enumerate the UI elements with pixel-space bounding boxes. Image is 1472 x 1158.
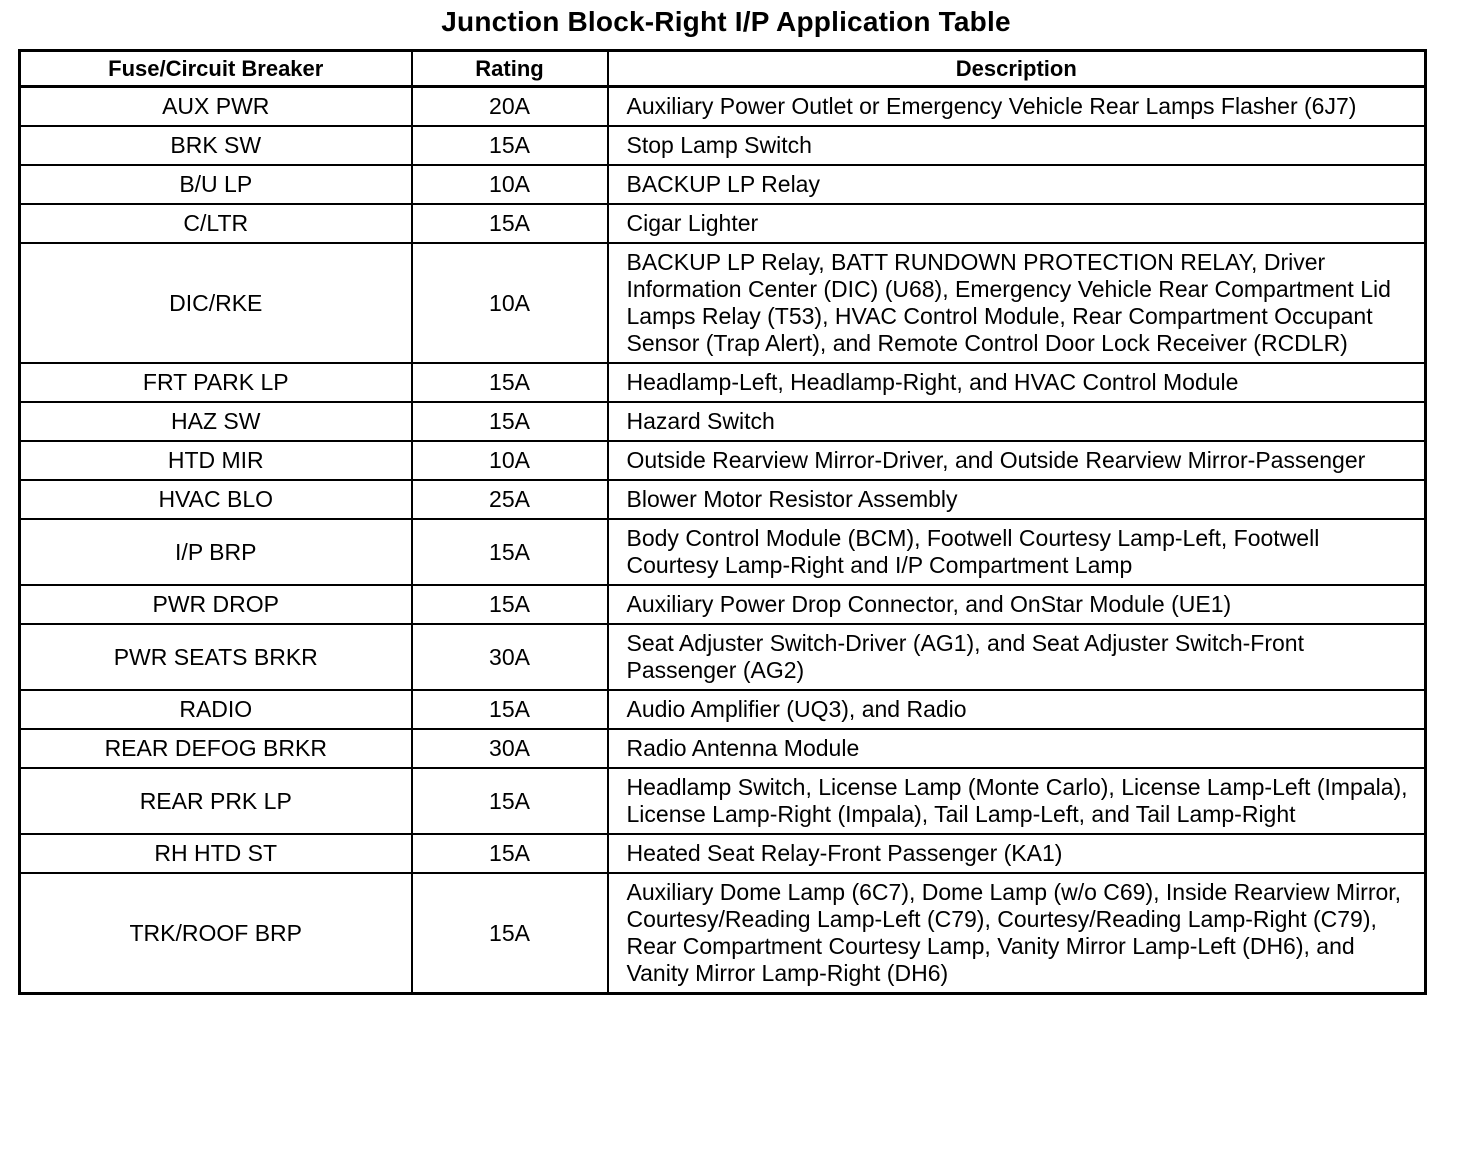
rating-cell: 25A <box>412 480 608 519</box>
description-cell: Blower Motor Resistor Assembly <box>608 480 1426 519</box>
description-cell: Headlamp Switch, License Lamp (Monte Carlo), License Lamp-Left (Impala), License Lamp-Right (Impala), Tail Lamp-Left, and Tail Lamp-Right <box>608 768 1426 834</box>
rating-cell: 15A <box>412 834 608 873</box>
description-cell: Auxiliary Power Outlet or Emergency Vehicle Rear Lamps Flasher (6J7) <box>608 87 1426 127</box>
description-cell: Body Control Module (BCM), Footwell Courtesy Lamp-Left, Footwell Courtesy Lamp-Right and I/P Compartment Lamp <box>608 519 1426 585</box>
rating-cell: 30A <box>412 624 608 690</box>
rating-cell: 15A <box>412 126 608 165</box>
table-row <box>20 690 1426 729</box>
rating-cell: 15A <box>412 873 608 994</box>
fuse-cell: HTD MIR <box>20 441 412 480</box>
fuse-cell: REAR PRK LP <box>20 768 412 834</box>
rating-cell: 10A <box>412 243 608 363</box>
rating-cell: 15A <box>412 690 608 729</box>
table-header-row <box>20 51 1426 87</box>
table-row <box>20 87 1426 127</box>
table-body <box>20 87 1426 994</box>
fuse-cell: AUX PWR <box>20 87 412 127</box>
fuse-cell: REAR DEFOG BRKR <box>20 729 412 768</box>
table-row <box>20 402 1426 441</box>
rating-cell: 10A <box>412 165 608 204</box>
description-cell: BACKUP LP Relay <box>608 165 1426 204</box>
description-cell: Seat Adjuster Switch-Driver (AG1), and Seat Adjuster Switch-Front Passenger (AG2) <box>608 624 1426 690</box>
fuse-cell: PWR DROP <box>20 585 412 624</box>
fuse-cell: C/LTR <box>20 204 412 243</box>
description-cell: Headlamp-Left, Headlamp-Right, and HVAC Control Module <box>608 363 1426 402</box>
rating-cell: 20A <box>412 87 608 127</box>
fuse-cell: RADIO <box>20 690 412 729</box>
description-cell: Auxiliary Dome Lamp (6C7), Dome Lamp (w/o C69), Inside Rearview Mirror, Courtesy/Reading Lamp-Left (C79), Courtesy/Reading Lamp-Right (C79), Rear Compartment Courtesy Lamp, Vanity Mirror Lamp-Left (DH6), and Vanity Mirror Lamp-Right (DH6) <box>608 873 1426 994</box>
column-header-description: Description <box>608 51 1426 87</box>
description-cell: Heated Seat Relay-Front Passenger (KA1) <box>608 834 1426 873</box>
table-row <box>20 363 1426 402</box>
description-cell: Auxiliary Power Drop Connector, and OnStar Module (UE1) <box>608 585 1426 624</box>
table-row <box>20 480 1426 519</box>
fuse-cell: RH HTD ST <box>20 834 412 873</box>
column-header-fuse: Fuse/Circuit Breaker <box>20 51 412 87</box>
rating-cell: 15A <box>412 768 608 834</box>
description-cell: Radio Antenna Module <box>608 729 1426 768</box>
table-row <box>20 585 1426 624</box>
table-row <box>20 165 1426 204</box>
rating-cell: 30A <box>412 729 608 768</box>
fuse-cell: HVAC BLO <box>20 480 412 519</box>
rating-cell: 10A <box>412 441 608 480</box>
rating-cell: 15A <box>412 519 608 585</box>
page-title: Junction Block-Right I/P Application Table <box>441 6 1011 37</box>
fuse-cell: FRT PARK LP <box>20 363 412 402</box>
table-row <box>20 204 1426 243</box>
table-row <box>20 519 1426 585</box>
fuse-cell: BRK SW <box>20 126 412 165</box>
description-cell: Stop Lamp Switch <box>608 126 1426 165</box>
application-table <box>18 49 1427 995</box>
column-header-rating: Rating <box>412 51 608 87</box>
fuse-cell: PWR SEATS BRKR <box>20 624 412 690</box>
fuse-cell: DIC/RKE <box>20 243 412 363</box>
table-row <box>20 729 1426 768</box>
rating-cell: 15A <box>412 585 608 624</box>
rating-cell: 15A <box>412 402 608 441</box>
table-row <box>20 873 1426 994</box>
fuse-cell: HAZ SW <box>20 402 412 441</box>
rating-cell: 15A <box>412 363 608 402</box>
table-row <box>20 768 1426 834</box>
table-row <box>20 126 1426 165</box>
description-cell: Cigar Lighter <box>608 204 1426 243</box>
description-cell: Audio Amplifier (UQ3), and Radio <box>608 690 1426 729</box>
fuse-cell: I/P BRP <box>20 519 412 585</box>
description-cell: BACKUP LP Relay, BATT RUNDOWN PROTECTION RELAY, Driver Information Center (DIC) (U68), Emergency Vehicle Rear Compartment Lid Lamps Relay (T53), HVAC Control Module, Rear Compartment Occupant Sensor (Trap Alert), and Remote Control Door Lock Receiver (RCDLR) <box>608 243 1426 363</box>
table-row <box>20 834 1426 873</box>
fuse-cell: B/U LP <box>20 165 412 204</box>
description-cell: Hazard Switch <box>608 402 1426 441</box>
table-row <box>20 441 1426 480</box>
fuse-cell: TRK/ROOF BRP <box>20 873 412 994</box>
description-cell: Outside Rearview Mirror-Driver, and Outside Rearview Mirror-Passenger <box>608 441 1426 480</box>
table-row <box>20 243 1426 363</box>
rating-cell: 15A <box>412 204 608 243</box>
table-row <box>20 624 1426 690</box>
